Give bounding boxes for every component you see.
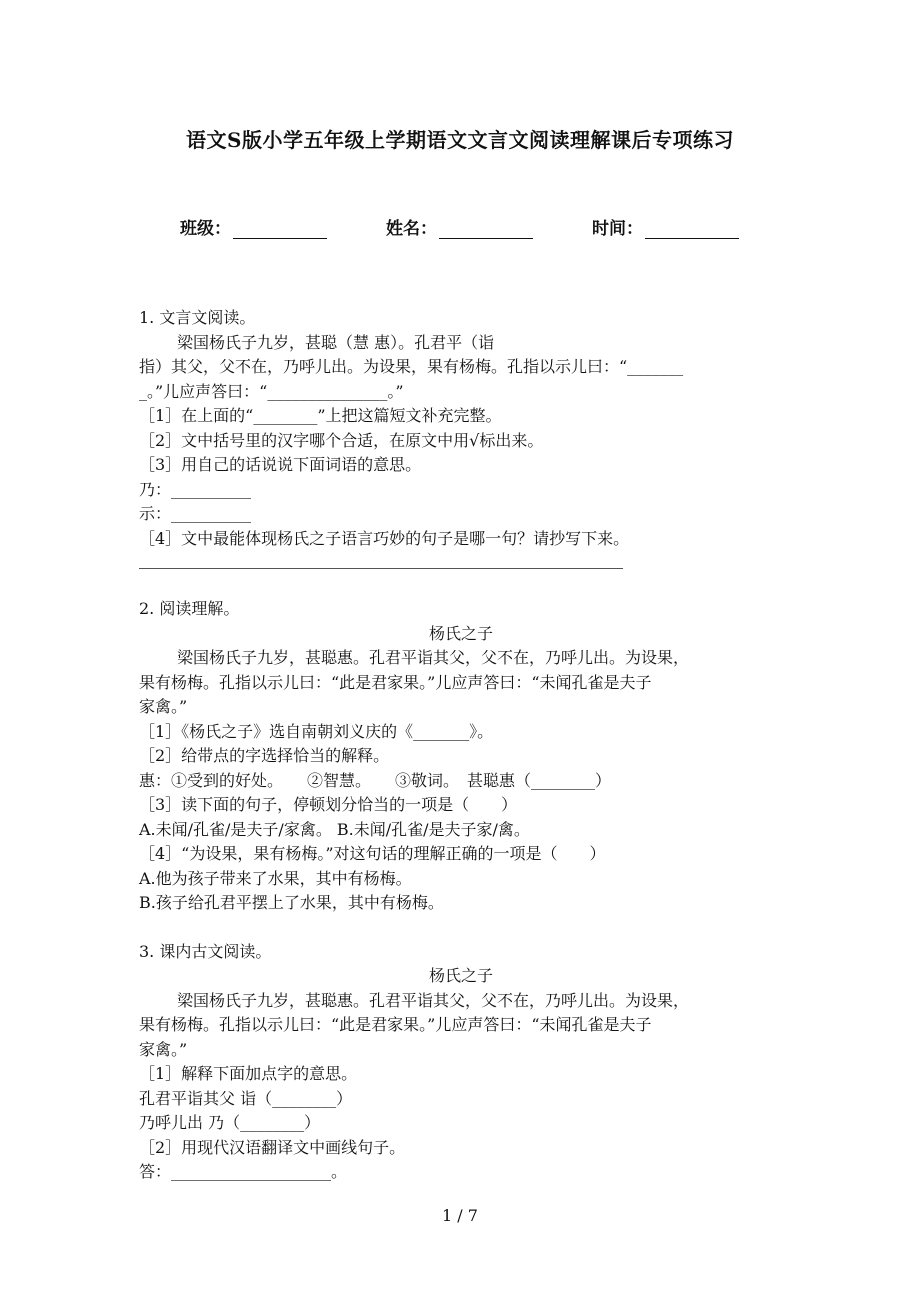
- q1-passage-line: 指）其父，父不在，乃呼儿出。为设果，果有杨梅。孔指以示儿曰：“_______: [139, 357, 684, 376]
- content: [139, 306, 783, 1185]
- q2-option-b: B.孩子给孔君平摆上了水果，其中有杨梅。: [139, 893, 444, 912]
- q1-subquestion-4: ［4］文中最能体现杨氏之子语言巧妙的句子是哪一句？请抄写下来。: [139, 528, 630, 548]
- q1-word-nai: 乃：__________: [139, 479, 252, 499]
- spacer: [139, 916, 783, 940]
- question-2: [139, 597, 783, 916]
- q2-subquestion-3: ［3］读下面的句子，停顿划分恰当的一项是（ ）: [139, 795, 518, 814]
- q1-passage-line: _。”儿应声答曰：“_______________。”: [139, 381, 404, 401]
- q3-subquestion-1: ［1］解释下面加点字的意思。: [139, 1064, 358, 1083]
- q3-answer: 答：____________________。: [139, 1162, 348, 1181]
- q1-answer-line[interactable]: [139, 551, 623, 569]
- q3-heading: 3. 课内古文阅读。: [139, 941, 272, 961]
- question-3: [139, 940, 783, 1185]
- q2-subquestion-1: ［1］《杨氏之子》选自南朝刘义庆的《_______》。: [139, 721, 494, 741]
- page-title: 语文S版小学五年级上学期语文文言文阅读理解课后专项练习: [186, 128, 734, 152]
- q3-word-nai: 乃呼儿出 乃（________）: [139, 1113, 321, 1132]
- q2-options-pause: A.未闻/孔雀/是夫子/家禽。 B.未闻/孔雀/是夫子家/禽。: [139, 819, 530, 839]
- q1-word-shi: 示：__________: [139, 504, 252, 523]
- spacer: [139, 573, 783, 597]
- page-number: 1 / 7: [442, 1206, 478, 1225]
- q1-heading: 1. 文言文阅读。: [139, 308, 256, 327]
- name-field: [386, 214, 533, 239]
- q2-passage-title: 杨氏之子: [428, 623, 493, 643]
- q2-passage-line: 梁国杨氏子九岁，甚聪惠。孔君平诣其父，父不在，乃呼儿出。为设果，: [177, 648, 690, 667]
- q1-subquestion-1: ［1］在上面的“________”上把这篇短文补充完整。: [139, 406, 502, 425]
- q2-heading: 2. 阅读理解。: [139, 599, 240, 618]
- q3-word-yi: 孔君平诣其父 诣（________）: [139, 1088, 353, 1108]
- q3-passage-title: 杨氏之子: [428, 966, 493, 985]
- class-blank[interactable]: [233, 220, 327, 239]
- q3-subquestion-2: ［2］用现代汉语翻译文中画线句子。: [139, 1137, 406, 1157]
- q2-options-hui: 惠：①受到的好处。 ②智慧。 ③敬词。 甚聪惠（________）: [139, 770, 612, 790]
- q3-passage-line: 家禽。”: [139, 1039, 188, 1059]
- time-field: [592, 214, 739, 239]
- time-blank[interactable]: [645, 220, 739, 239]
- class-field: [180, 214, 327, 239]
- q1-passage-line: 梁国杨氏子九岁，甚聪（慧 惠）。孔君平（诣: [177, 332, 495, 352]
- q2-option-a: A.他为孩子带来了水果，其中有杨梅。: [139, 868, 412, 888]
- question-1: [139, 306, 783, 569]
- q2-subquestion-4: ［4］“为设果，果有杨梅。”对这句话的理解正确的一项是（ ）: [139, 844, 606, 863]
- q3-passage-line: 果有杨梅。孔指以示儿曰：“此是君家果。”儿应声答曰：“未闻孔雀是夫子: [139, 1015, 652, 1034]
- q1-subquestion-2: ［2］文中括号里的汉字哪个合适，在原文中用√标出来。: [139, 430, 544, 450]
- class-label: 班级：: [180, 219, 231, 239]
- q2-subquestion-2: ［2］给带点的字选择恰当的解释。: [139, 746, 390, 765]
- q1-subquestion-3: ［3］用自己的话说说下面词语的意思。: [139, 455, 422, 474]
- name-label: 姓名：: [386, 219, 437, 239]
- name-blank[interactable]: [439, 220, 533, 239]
- q2-passage-line: 家禽。”: [139, 697, 188, 716]
- q3-passage-line: 梁国杨氏子九岁，甚聪惠。孔君平诣其父，父不在，乃呼儿出。为设果，: [177, 990, 690, 1010]
- time-label: 时间：: [592, 219, 643, 239]
- q2-passage-line: 果有杨梅。孔指以示儿曰：“此是君家果。”儿应声答曰：“未闻孔雀是夫子: [139, 672, 652, 692]
